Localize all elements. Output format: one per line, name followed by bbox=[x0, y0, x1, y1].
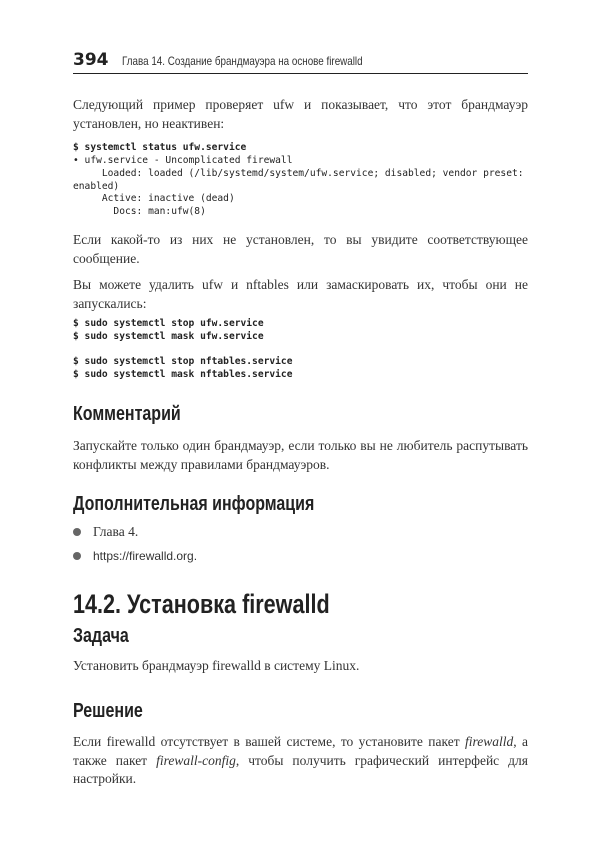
paragraph-comment: Запускайте только один брандмауэр, если только вы не любитель распутывать конфликты между правилами брандмауэров. bbox=[73, 438, 528, 472]
solution-text: , а также пакет bbox=[73, 734, 528, 768]
bullet-icon bbox=[73, 552, 81, 560]
bullet-icon bbox=[73, 528, 81, 536]
paragraph-solution bbox=[73, 733, 528, 789]
solution-text: , чтобы получить графический интерфейс для настройки. bbox=[73, 752, 528, 786]
header-rule bbox=[73, 73, 528, 74]
code-command-status: $ systemctl status ufw.service bbox=[73, 142, 247, 153]
solution-text: Если firewalld отсутствует в вашей системе, то установите пакет bbox=[73, 734, 465, 749]
list-item[interactable] bbox=[73, 549, 197, 563]
link-firewalld[interactable]: https://firewalld.org. bbox=[93, 549, 198, 563]
package-name: firewalld bbox=[465, 734, 514, 749]
paragraph-intro: Следующий пример проверяет ufw и показывает, что этот брандмауэр установлен, но неактивен: bbox=[73, 97, 528, 131]
code-output-status: • ufw.service - Uncomplicated firewall Loaded: loaded (/lib/systemd/system/ufw.service; disabled; vendor preset: enabled) Active: inactive (dead) Docs: man:ufw(8) bbox=[73, 155, 524, 218]
heading-more-info: Дополнительная информация bbox=[73, 493, 315, 515]
paragraph-remove: Вы можете удалить ufw и nftables или замаскировать их, чтобы они не запускались: bbox=[73, 277, 528, 311]
code-mask-services: $ sudo systemctl stop ufw.service $ sudo systemctl mask ufw.service $ sudo systemctl stop nftables.service $ sudo systemctl mask nftables.service bbox=[73, 318, 293, 381]
page-number: 394 bbox=[73, 50, 109, 70]
paragraph-task: Установить брандмауэр firewalld в систему Linux. bbox=[73, 658, 360, 673]
paragraph-not-installed: Если какой-то из них не установлен, то вы увидите соответствующее сообщение. bbox=[73, 232, 528, 266]
list-item bbox=[73, 524, 138, 540]
heading-solution: Решение bbox=[73, 700, 143, 722]
running-title: Глава 14. Создание брандмауэра на основе firewalld bbox=[122, 54, 363, 68]
heading-comment: Комментарий bbox=[73, 403, 181, 425]
section-title: 14.2. Установка firewalld bbox=[73, 589, 330, 619]
package-name: firewall-config bbox=[156, 752, 236, 768]
heading-task: Задача bbox=[73, 625, 129, 647]
list-item-text: Глава 4. bbox=[93, 524, 139, 539]
